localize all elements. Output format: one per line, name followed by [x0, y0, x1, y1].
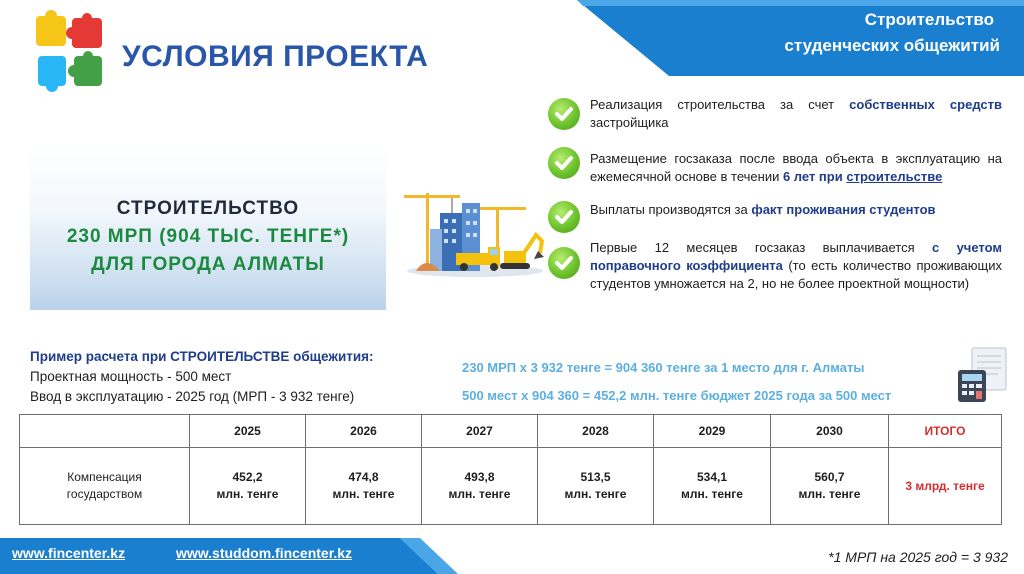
condition-text-part: Первые 12 месяцев госзаказ выплачивается: [590, 240, 932, 255]
banner-title-line1: Строительство: [864, 10, 994, 29]
banner-title-line2: студенческих общежитий: [784, 36, 1000, 55]
table-cell: [771, 448, 889, 525]
cell-value: 474,8: [348, 470, 379, 484]
highlight-line3: ДЛЯ ГОРОДА АЛМАТЫ: [91, 254, 325, 275]
header-banner: [577, 0, 1024, 76]
table-cell: [306, 448, 422, 525]
table-cell: [538, 448, 654, 525]
table-header-row: [20, 415, 1002, 448]
footnote: *1 МРП на 2025 год = 3 932: [828, 549, 1008, 565]
example-capacity: Проектная мощность - 500 мест: [30, 369, 232, 384]
calculator-icon: [954, 346, 1010, 404]
highlight-line2: 230 МРП (904 ТЫС. ТЕНГЕ*): [66, 226, 350, 247]
condition-text-part: застройщика: [590, 115, 669, 130]
cell-value: 560,7: [814, 470, 845, 484]
table-header-cell: 2026: [306, 415, 422, 448]
table-header-cell: 2030: [771, 415, 889, 448]
table-cell: [190, 448, 306, 525]
condition-text-part: Реализация строительства за счет: [590, 97, 850, 112]
example-commissioning: Ввод в эксплуатацию - 2025 год (МРП - 3 932 тенге): [30, 389, 355, 404]
condition-text-part: (то есть количество проживающих студентов умножается на 2, но не более проектной мощности): [590, 258, 1002, 291]
table-header-cell: 2028: [538, 415, 654, 448]
cell-unit: млн. тенге: [564, 487, 627, 501]
cell-value: 493,8: [464, 470, 495, 484]
cell-value: 513,5: [580, 470, 611, 484]
row-label: [20, 448, 190, 525]
fincenter-link[interactable]: www.fincenter.kz: [12, 545, 126, 561]
table-row: [20, 448, 1002, 525]
cell-unit: млн. тенге: [798, 487, 861, 501]
cell-unit: млн. тенге: [448, 487, 511, 501]
highlight-line1: СТРОИТЕЛЬСТВО: [116, 198, 300, 219]
construction-site-icon: [400, 185, 545, 277]
cell-value: 534,1: [696, 470, 728, 484]
studdom-link[interactable]: www.studdom.fincenter.kz: [176, 545, 353, 561]
condition-highlight: с учетом поправочного коэффициента: [590, 240, 1002, 273]
row-label-text: Компенсация государством: [66, 470, 143, 501]
table-cell: [422, 448, 538, 525]
condition-text-part: Выплаты производятся за: [590, 202, 752, 217]
cell-unit: млн. тенге: [332, 487, 395, 501]
check-circle-icon: [548, 201, 580, 233]
condition-text: [590, 239, 1002, 293]
check-circle-icon: [548, 98, 580, 130]
condition-text: [590, 150, 1002, 186]
calculation-line-2: 500 мест х 904 360 = 452,2 млн. тенге бюджет 2025 года за 500 мест: [462, 388, 892, 403]
example-title: Пример расчета при СТРОИТЕЛЬСТВЕ общежития:: [30, 349, 374, 364]
check-circle-icon: [548, 247, 580, 279]
table-header-cell: 2027: [422, 415, 538, 448]
condition-text-part: Размещение госзаказа после ввода объекта в эксплуатацию на ежемесячной основе в течении: [590, 151, 1002, 184]
condition-text: [590, 96, 1002, 132]
condition-highlight: факт проживания студентов: [751, 202, 936, 217]
condition-highlight: строительстве: [846, 169, 943, 184]
table-header-cell: 2029: [654, 415, 771, 448]
table-cell: [654, 448, 771, 525]
condition-highlight: 6 лет при: [782, 169, 847, 184]
compensation-table: [19, 414, 1002, 525]
calculation-line-1: 230 МРП х 3 932 тенге = 904 360 тенге за 1 место для г. Алматы: [462, 360, 865, 375]
table-header-total: ИТОГО: [889, 415, 1002, 448]
table-header-cell: 2025: [190, 415, 306, 448]
cell-unit: млн. тенге: [216, 487, 279, 501]
puzzle-logo-icon: [32, 10, 112, 96]
cell-unit: млн. тенге: [681, 487, 743, 501]
check-circle-icon: [548, 147, 580, 179]
condition-text: [590, 201, 1002, 219]
table-total-cell: 3 млрд. тенге: [889, 448, 1002, 525]
table-header-cell: [20, 415, 190, 448]
condition-highlight: собственных средств: [849, 97, 1002, 112]
cell-value: 452,2: [232, 470, 263, 484]
page-title: УСЛОВИЯ ПРОЕКТА: [122, 40, 429, 73]
